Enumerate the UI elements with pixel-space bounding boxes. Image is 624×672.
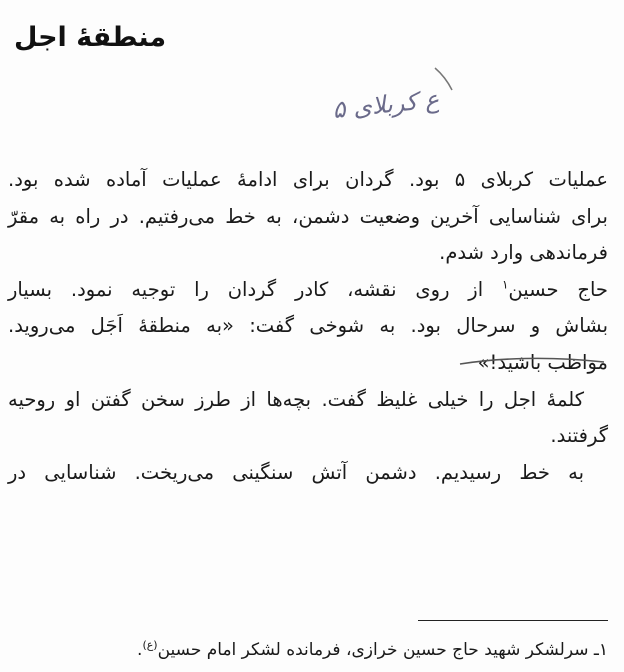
- text-line: عملیات کربلای ۵ بود. گردان برای ادامهٔ عملیات آماده شده بود.: [8, 168, 609, 191]
- body-text: [8, 162, 608, 491]
- text-segment: از روی نقشه، کادر گردان را توجیه نمود. بسیار: [8, 277, 502, 301]
- text-line: بشاش و سرحال بود. به شوخی گفت: «به منطقهٔ اَجَل می‌روید.: [8, 314, 608, 338]
- pen-underline-mark: [458, 352, 608, 372]
- text-line: مواظب باشید!»: [477, 350, 608, 374]
- footnote-honorific: (ع): [142, 638, 158, 652]
- footnote: [137, 640, 608, 660]
- page-title: منطقهٔ اجل: [14, 22, 167, 53]
- person-name: حاج حسین: [508, 277, 608, 301]
- footnote-reference: ۱: [501, 277, 509, 292]
- text-line: گرفتند.: [550, 424, 608, 448]
- footnote-text: ۱ـ سرلشکر شهید حاج حسین خرازی، فرمانده لشکر امام حسین: [157, 640, 608, 660]
- footnote-end: .: [137, 640, 143, 660]
- text-line: کلمهٔ اجل را خیلی غلیظ گفت. بچه‌ها از طرز سخن گفتن او روحیه: [8, 387, 584, 411]
- text-line: فرماندهی وارد شدم.: [439, 241, 608, 265]
- text-line: [8, 272, 608, 309]
- text-line: به خط رسیدیم. دشمن آتش سنگینی می‌ریخت. شناسایی در: [8, 460, 584, 484]
- handwritten-note: ع کربلای ۵: [331, 85, 441, 125]
- footnote-divider: [418, 620, 608, 621]
- text-line: برای شناسایی آخرین وضعیت دشمن، به خط می‌رفتیم. در راه به مقرّ: [8, 204, 608, 228]
